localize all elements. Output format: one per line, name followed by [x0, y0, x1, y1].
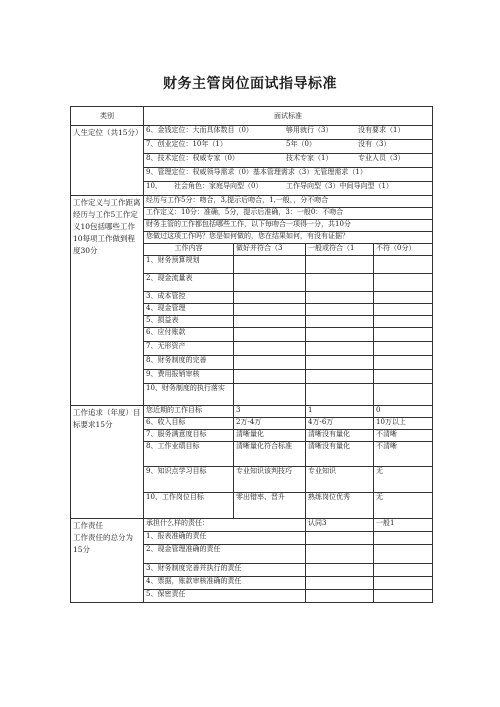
work-item: 7、无形资产 [144, 342, 234, 356]
section2-col-header: 一般或符合（1 [306, 244, 374, 256]
goal-level: 无 [374, 467, 433, 493]
goal-label: 10、工作岗位目标 [144, 493, 234, 519]
document-title: 财务主管岗位面试指导标准 [163, 76, 337, 92]
section1-category: 人生定位（共15分） [71, 126, 144, 196]
goal-label: 7、服务满意度目标 [144, 430, 234, 442]
section2-col-header: 做好并符合（3 [234, 244, 306, 256]
goal-level: 清晰没有量化 [306, 442, 374, 467]
goal-level: 不清晰 [374, 430, 433, 442]
responsibility-header: 承担什么样的责任： [144, 519, 306, 532]
work-item: 5、损益表 [144, 316, 234, 328]
section2-col-header: 工作内容 [144, 244, 234, 256]
goal-level: 专业知识该判技巧 [234, 467, 306, 493]
responsibility-item: 1、报表准确的责任 [144, 532, 306, 545]
section1-row: 9、管理定位：权威领导需求（0）基本管理需求（3）无管理需求（1） [144, 168, 433, 182]
goal-level: 2万-4万 [234, 418, 306, 430]
goal-label: 6、收入目标 [144, 418, 234, 430]
goal-level: 专业知识 [306, 467, 374, 493]
section4-category: 工作责任 工作责任的总分为15分 [71, 519, 144, 603]
section2-intro-line: 经历与工作5分：吻合，3,提示后吻合，1,一般，，分不吻合 [144, 196, 433, 208]
header-category: 类别 [71, 107, 144, 126]
header-standard: 面试标准 [144, 107, 433, 126]
section1-row: 10、 社会角色：家庭导向型（0） 工作导向型（3）中间导向型（1） [144, 182, 433, 196]
interview-standard-table [70, 106, 433, 603]
section2-intro-line: 财务主管的工作都包括哪些工作，以下每吻合一项得一分，共10分 [144, 220, 433, 232]
goal-level: 4万-6万 [306, 418, 374, 430]
goal-score: 3 [234, 406, 306, 418]
section1-row: 8、技术定位：权威专家（0） 技术专家（1） 专业人员（3） [144, 154, 433, 168]
responsibility-item: 3、财务制度完善并执行的责任 [144, 564, 306, 577]
responsibility-item: 4、票据，账款审核准确的责任 [144, 577, 306, 590]
goal-label: 您近期的工作目标 [144, 406, 234, 418]
responsibility-score: 认同3 [306, 519, 374, 532]
work-item: 9、费用报销审核 [144, 370, 234, 384]
section2-intro-line: 您做过这项工作吗？您是如何做的，您在结果如何，有没有证据？ [144, 232, 433, 244]
work-item: 6、应付账款 [144, 328, 234, 342]
work-item: 1、财务预算规划 [144, 256, 234, 274]
goal-label: 9、知识点学习目标 [144, 467, 234, 493]
goal-level: 无 [374, 493, 433, 519]
work-item: 4、现金管理 [144, 304, 234, 316]
goal-score: 1 [306, 406, 374, 418]
goal-level: 不清晰 [374, 442, 433, 467]
section2-col-header: 不符（0分） [374, 244, 433, 256]
section1-row: 6、金钱定位：大而具体数目（0） 够用就行（3） 没有要求（1） [144, 126, 433, 140]
goal-level: 清晰量化符合标准 [234, 442, 306, 467]
work-item: 10、财务制度的执行落实 [144, 384, 234, 406]
goal-label: 8、工作业绩目标 [144, 442, 234, 467]
responsibility-item: 2、现金管理准确的责任 [144, 545, 306, 564]
goal-level: 清晰量化 [234, 430, 306, 442]
goal-level: 熟练岗位优秀 [306, 493, 374, 519]
section3-category: 工作追求（年度）目标要求15分 [71, 406, 144, 519]
goal-level: 清晰没有量化 [306, 430, 374, 442]
responsibility-item: 5、保密责任 [144, 590, 306, 603]
work-item: 3、成本管控 [144, 292, 234, 304]
responsibility-score: 一般1 [374, 519, 433, 532]
section1-row: 7、创业定位：10年（1） 5年（0） 没有（3） [144, 140, 433, 154]
work-item: 2、现金流量表 [144, 274, 234, 292]
goal-score: 0 [374, 406, 433, 418]
work-item: 8、财务制度的完善 [144, 356, 234, 370]
section2-intro-line: 工作定义：10分：准确，5分，提示后准确，3：一般0：不吻合 [144, 208, 433, 220]
goal-level: 零出错率、晋升 [234, 493, 306, 519]
goal-level: 10万以上 [374, 418, 433, 430]
section2-category: 工作定义与工作距离经历与工作5工作定义10包括哪些工作10每项工作做到程度30分 [71, 196, 144, 406]
